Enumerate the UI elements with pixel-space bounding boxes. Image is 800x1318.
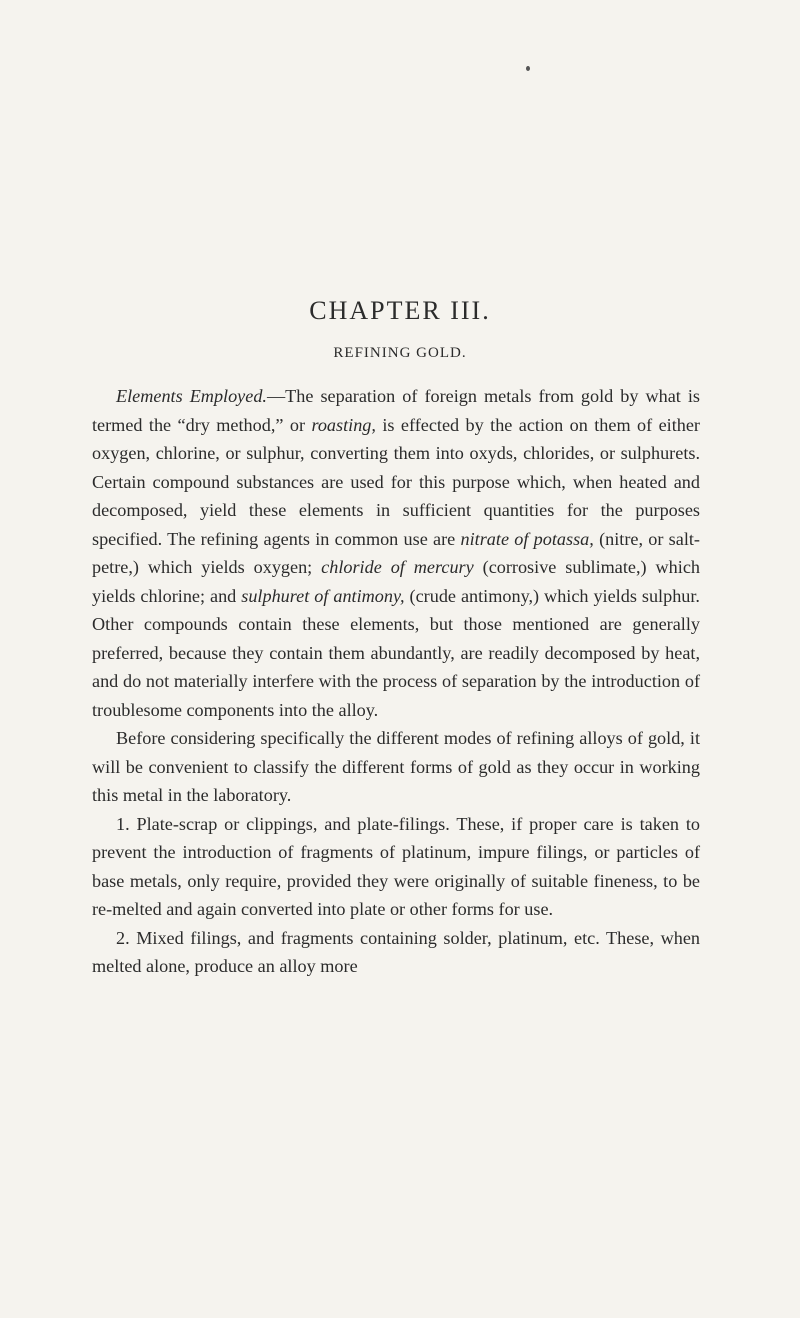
italic-term: roasting, [311,414,376,435]
paragraph-text: (corrosive sublimate,) which yields chlorine; and [92,557,700,606]
chapter-title: CHAPTER III. [309,296,491,325]
paragraph: 1. Plate-scrap or clippings, and plate-filings. These, if proper care is taken to prevent the introduction of fragments of platinum, impure filings, or particles of base metals, only require, provided they were originally of suitable fineness, to be re-melted and again converted into plate or other forms for use. [92,813,700,919]
paragraph [92,382,700,724]
body-text [92,382,700,981]
section-title: REFINING GOLD. [333,345,467,361]
paragraph-text: (crude antimony,) which yields sulphur. Other compounds contain these elements, but those mentioned are generally preferred, because they contain them abundantly, are readily decomposed by heat, and do not materially interfere with the process of separation by the introduction of troublesome components into the alloy. [92,585,700,720]
paragraph: 2. Mixed filings, and fragments containing solder, platinum, etc. These, when melted alone, produce an alloy more [92,927,700,976]
italic-term: nitrate of potassa, [460,528,594,549]
paragraph-text: (nitre, or salt-petre,) which yields oxygen; [92,528,700,577]
ink-speck [526,66,530,71]
paragraph-text: —The separation of foreign metals from gold by what is termed the “dry method,” or [92,386,701,435]
italic-term: chloride of mercury [321,557,474,577]
paragraph-lead: Elements Employed. [116,386,267,406]
paragraph-text: is effected by the action on them of either oxygen, chlorine, or sulphur, converting them into oxyds, chlorides, or sulphurets. Certain compound substances are used for this purpose which, when heated and decomposed, yield these elements in sufficient quantities for the purposes specified. The refining agents in common use are [92,414,700,549]
italic-term: sulphuret of antimony, [241,585,405,606]
paragraph: Before considering specifically the different modes of refining alloys of gold, it will be convenient to classify the different forms of gold as they occur in working this metal in the laboratory. [92,728,700,805]
